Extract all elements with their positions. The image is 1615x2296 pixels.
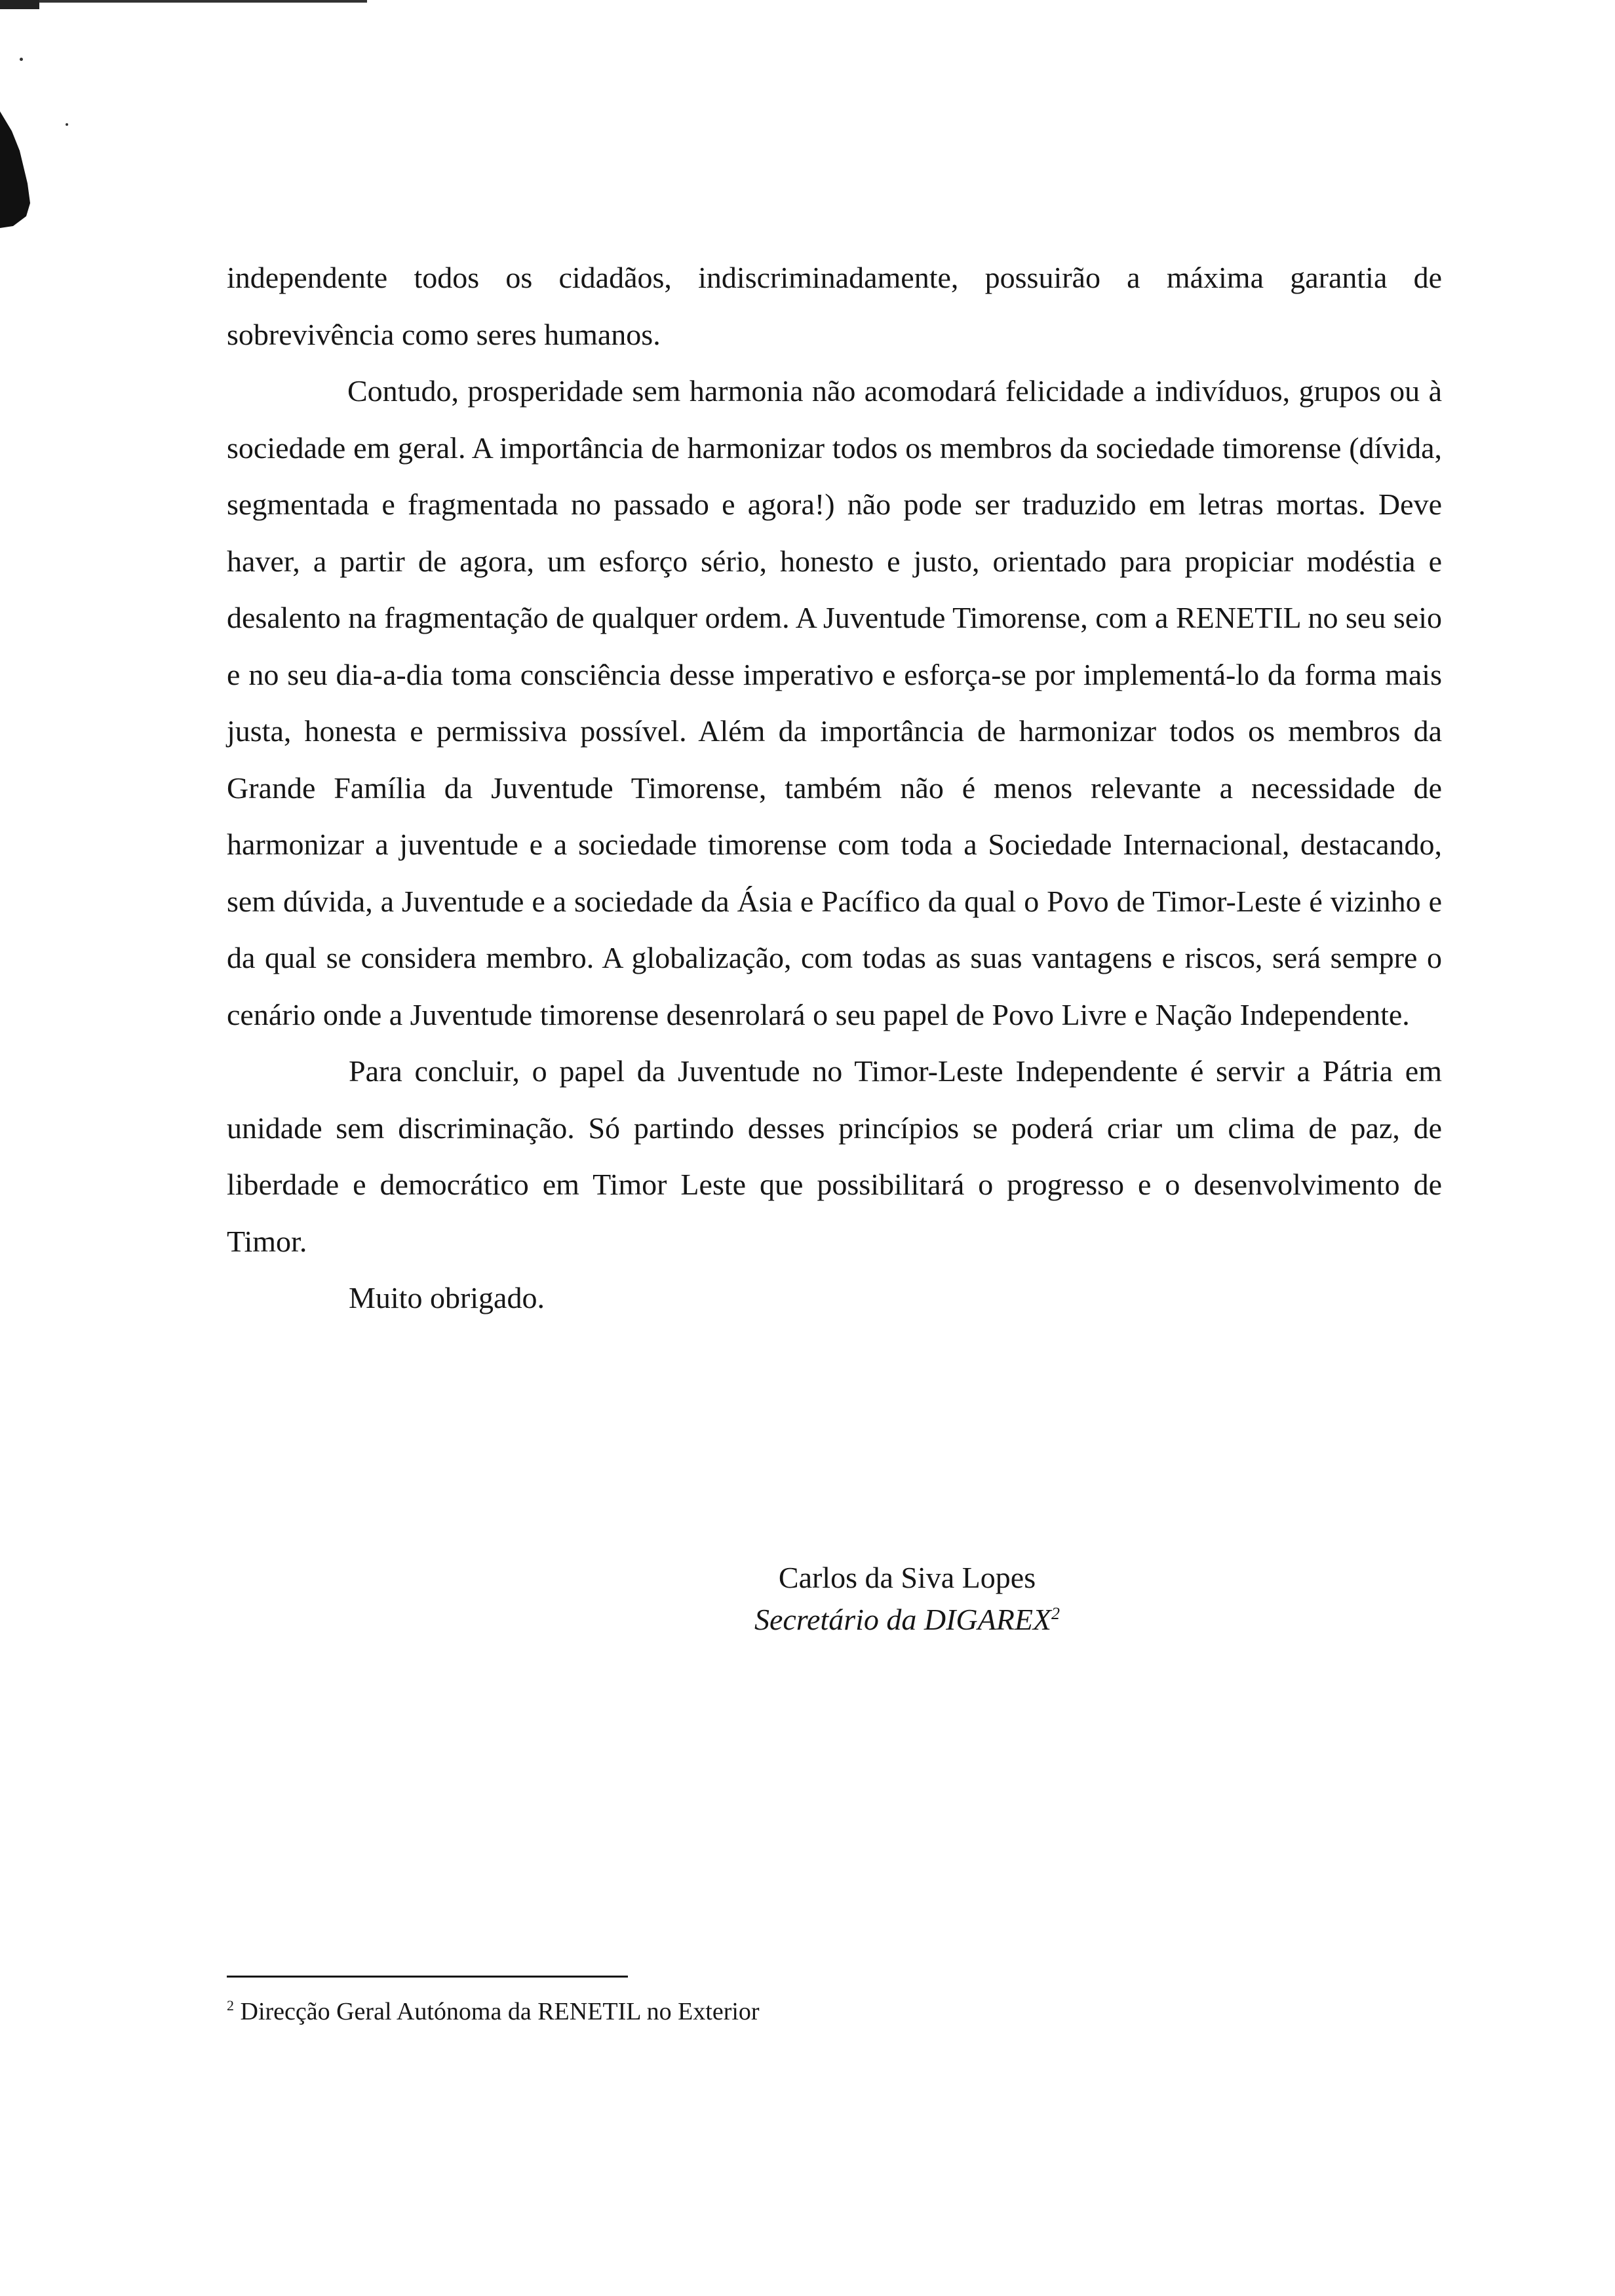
paragraph-harmony: Contudo, prosperidade sem harmonia não acomodará felicidade a indivíduos, grupos ou à sociedade em geral. A importância de harmonizar todos os membros da sociedade timorense (dívida, segmentada e fragmentada no passado e agora!) não pode ser traduzido em letras mortas. Deve haver, a partir de agora, um esforço sério, honesto e justo, orientado para propiciar modéstia e desalento na fragmentação de qualquer ordem. A Juventude Timorense, com a RENETIL no seu seio e no seu dia-a-dia toma consciência desse imperativo e esforça-se por implementá-lo da forma mais justa, honesta e permissiva possível. Além da importância de harmonizar todos os membros da Grande Família da Juventude Timorense, também não é menos relevante a necessidade de harmonizar a juventude e a sociedade timorense com toda a Sociedade Internacional, destacando, sem dúvida, a Juventude e a sociedade da Ásia e Pacífico da qual o Povo de Timor-Leste é vizinho e da qual se considera membro. A globalização, com todas as suas vantagens e riscos, será sempre o cenário onde a Juventude timorense desenrolará o seu papel de Povo Livre e Nação Independente. — [227, 374, 1442, 1031]
signatory-role-text: Secretário da DIGAREX — [754, 1603, 1052, 1636]
scan-edge-line — [0, 0, 367, 3]
footnote-reference: 2 — [1051, 1604, 1060, 1623]
scan-speck — [66, 123, 68, 126]
paragraph-thanks: Muito obrigado. — [349, 1281, 545, 1314]
scan-edge-mark — [0, 0, 39, 9]
signature-block — [724, 1557, 1091, 1645]
scan-speck — [20, 58, 23, 61]
paragraph-conclusion: Para concluir, o papel da Juventude no Timor-Leste Independente é servir a Pátria em unidade sem discriminação. Só partindo desses princípios se poderá criar um clima de paz, de liberdade e democrático em Timor Leste que possibilitará o progresso e o desenvolvimento de Timor. — [227, 1054, 1442, 1258]
paragraph-continuation: independente todos os cidadãos, indiscriminadamente, possuirão a máxima garantia de sobrevivência como seres humanos. — [227, 261, 1442, 351]
footnote — [227, 1992, 760, 2035]
footnote-mark: 2 — [227, 1997, 234, 2014]
signatory-role — [724, 1599, 1091, 1645]
scan-blot-mark — [0, 111, 31, 229]
footnote-separator — [227, 1976, 628, 1978]
document-body — [227, 250, 1442, 1327]
signatory-name: Carlos da Siva Lopes — [778, 1561, 1036, 1594]
footnote-text: Direcção Geral Autónoma da RENETIL no Exterior — [240, 1998, 760, 2025]
